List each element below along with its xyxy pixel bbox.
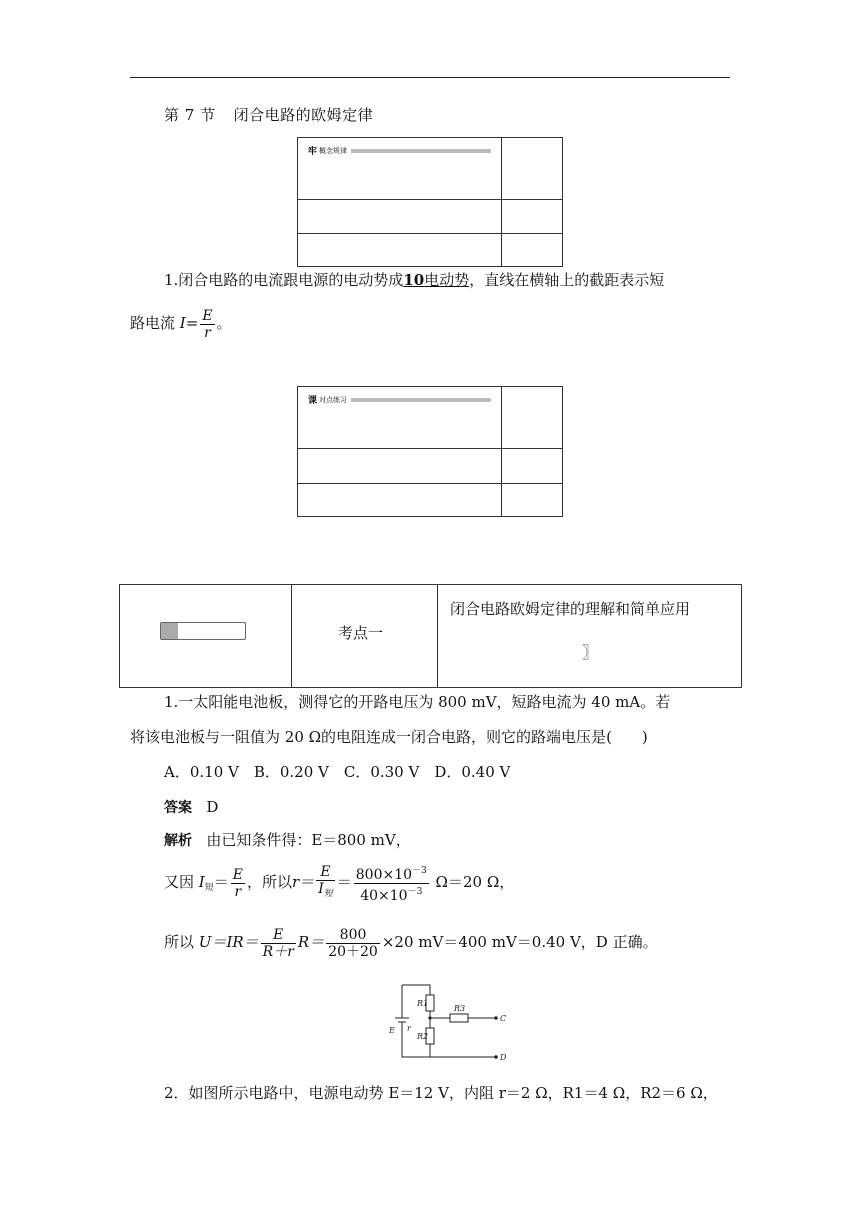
analysis-line-3: 所以 U＝IR＝ $\frac{E}{R+r}$ R＝ $\frac{800}{20+20}$ ×20 mV＝400 mV＝0.40 V，D 正确。 (164, 926, 658, 960)
circuit-diagram (380, 980, 520, 1064)
terminal-d (494, 1055, 498, 1059)
label-r3: R3 (454, 1004, 466, 1013)
concept-line-1: 1.闭合电路的电流跟电源的电动势成10电动势，直线在横轴上的截距表示短 (164, 271, 665, 289)
topic-bracket: 〗 (582, 643, 599, 662)
answer-label: 答案 (164, 800, 192, 816)
practice-box (297, 386, 563, 517)
label-c: C (500, 1014, 507, 1023)
analysis-line-2: 又因 $I_短=$ $\frac{E}{r}$ ，所以r＝ $\frac{E}{I_短}$ ＝ $\frac{800\times 10^{-3}}{40\times 10^{-3}}$ Ω＝20 Ω， (164, 864, 515, 904)
question-1-line-2: 将该电池板与一阻值为 20 Ω的电阻连成一闭合电路，则它的路端电压是( ) (130, 728, 648, 746)
label-e: E (389, 1026, 395, 1035)
section-title: 闭合电路的欧姆定律 (233, 106, 374, 124)
fraction-e-over-rr: $\frac{E}{R+r}$ (262, 926, 294, 960)
concept-box (297, 137, 563, 267)
blank-number: 10 (403, 271, 425, 289)
tag-glyph: 牢 (308, 147, 318, 157)
resistor-r3 (450, 1014, 468, 1022)
topic-progress-bar (160, 622, 246, 640)
question-1-options: A．0.10 V B．0.20 V C．0.30 V D．0.40 V (164, 763, 511, 781)
topic-title: 闭合电路欧姆定律的理解和简单应用 (450, 600, 691, 618)
question-2-line-1: 2．如图所示电路中，电源电动势 E＝12 V，内阻 r＝2 Ω，R1＝4 Ω，R2＝6 Ω， (164, 1084, 718, 1102)
fraction-numeric-1: $\frac{800\times 10^{-3}}{40\times 10^{-3}}$ (354, 863, 429, 904)
concept-tag (308, 144, 491, 157)
section-number: 第 7 节 (164, 106, 216, 124)
analysis-label: 解析 (164, 833, 192, 849)
topic-label: 考点一 (338, 624, 384, 642)
question-1-line-1: 1.一太阳能电池板，测得它的开路电压为 800 mV，短路电流为 40 mA。若 (164, 693, 671, 711)
fraction-e-over-r: $\frac{E}{r}$ (202, 307, 213, 341)
tag-bar (351, 149, 491, 153)
label-r1: R1 (417, 999, 429, 1008)
page-title (164, 104, 373, 125)
fraction-numeric-2: $\frac{800}{20+20}$ (328, 926, 378, 960)
blank-answer: 电动势 (424, 271, 470, 289)
tag-label: 对点练习 (319, 395, 348, 404)
terminal-c (494, 1016, 498, 1020)
topic-progress-fill (161, 623, 178, 639)
header-rule (130, 77, 730, 78)
answer-line (164, 797, 218, 818)
fraction-e-over-ishort: $\frac{E}{I_短}$ (318, 864, 333, 899)
tag-label: 概念规律 (319, 146, 348, 155)
label-d: D (500, 1053, 507, 1062)
practice-tag (308, 393, 491, 406)
fraction-e-over-r-2: $\frac{E}{r}$ (232, 866, 243, 900)
label-r: r (407, 1024, 411, 1033)
concept-line-2: 路电流 I= $\frac{E}{r}$ 。 (130, 307, 232, 341)
analysis-line-1: 解析 由已知条件得：E＝800 mV， (164, 831, 411, 849)
tag-glyph: 课 (308, 396, 318, 406)
tag-bar (351, 398, 491, 402)
answer-value: D (206, 798, 219, 816)
label-r2: R2 (417, 1032, 429, 1041)
